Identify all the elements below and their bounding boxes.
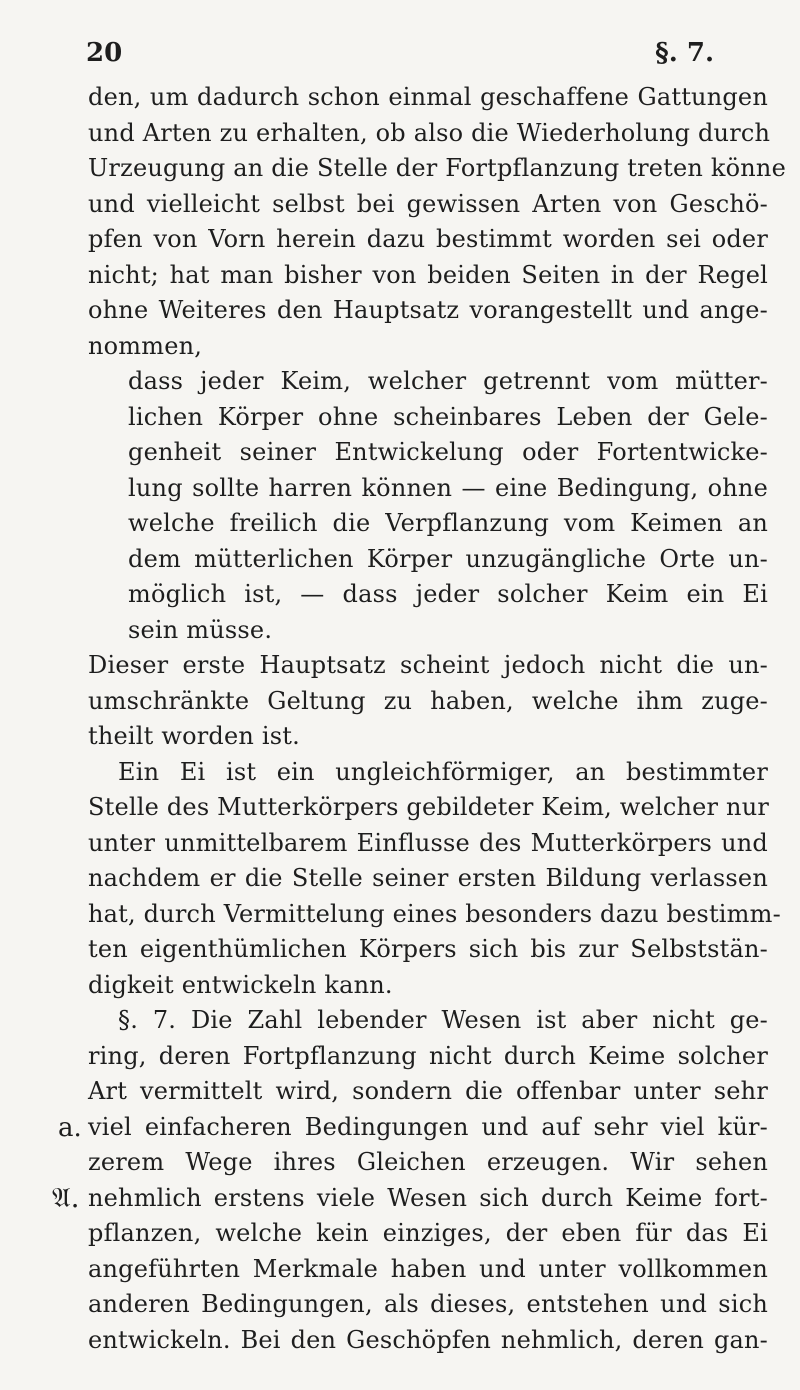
text-line: Ein Ei ist ein ungleichförmiger, an bestimmter (118, 757, 768, 786)
text-line: Stelle des Mutterkörpers gebildeter Keim, welcher nur (88, 793, 770, 821)
text-line: dass jeder Keim, welcher getrennt vom mütter- (128, 367, 768, 395)
text-line: ten eigenthümlichen Körpers sich bis zur Selbststän- (88, 935, 768, 963)
text-line: theilt worden ist. (88, 722, 300, 750)
text-line: pfen von Vorn herein dazu bestimmt worden sei oder (88, 225, 768, 253)
text-line: angeführten Merkmale haben und unter vollkommen (88, 1254, 768, 1283)
text-line: ohne Weiteres den Hauptsatz vorangestellt und ange- (88, 296, 768, 324)
text-line: nommen, (88, 331, 203, 360)
text-line: Dieser erste Hauptsatz scheint jedoch nicht die un- (88, 651, 768, 679)
body-text (88, 80, 786, 1358)
text-line: Urzeugung an die Stelle der Fortpflanzung treten könne (88, 154, 786, 182)
text-line: nachdem er die Stelle seiner ersten Bildung verlassen (88, 864, 768, 892)
section-number: §. 7. (655, 38, 714, 68)
text-line: entwickeln. Bei den Geschöpfen nehmlich, deren gan- (88, 1325, 768, 1354)
text-line: nehmlich erstens viele Wesen sich durch Keime fort- (88, 1183, 768, 1212)
text-line: und Arten zu erhalten, ob also die Wiederholung durch (88, 118, 771, 147)
text-line: hat, durch Vermittelung eines besonders dazu bestimm- (88, 899, 781, 928)
text-line: viel einfacheren Bedingungen und auf sehr viel kür- (88, 1112, 768, 1141)
text-line: dem mütterlichen Körper unzugängliche Orte un- (128, 544, 768, 573)
text-line: sein müsse. (128, 615, 273, 644)
text-line: §. 7. Die Zahl lebender Wesen ist aber nicht ge- (118, 1006, 768, 1034)
page-number: 20 (86, 38, 123, 68)
text-line: pflanzen, welche kein einziges, der eben für das Ei (88, 1219, 768, 1247)
text-line: genheit seiner Entwickelung oder Fortentwicke- (128, 438, 768, 466)
text-line: digkeit entwickeln kann. (88, 970, 393, 999)
text-line: umschränkte Geltung zu haben, welche ihm zuge- (88, 686, 768, 715)
text-line: Art vermittelt wird, sondern die offenbar unter sehr (88, 1077, 768, 1105)
text-line: zerem Wege ihres Gleichen erzeugen. Wir sehen (88, 1148, 768, 1176)
text-line: ring, deren Fortpflanzung nicht durch Keime solcher (88, 1041, 768, 1070)
text-line: den, um dadurch schon einmal geschaffene Gattungen (88, 83, 768, 111)
text-line: anderen Bedingungen, als dieses, entstehen und sich (88, 1290, 768, 1318)
margin-note-a: a. (58, 1113, 82, 1143)
text-line: lichen Körper ohne scheinbares Leben der Gele- (128, 402, 768, 431)
text-line: möglich ist, — dass jeder solcher Keim ein Ei (128, 580, 768, 608)
page-header (86, 38, 714, 72)
text-line: welche freilich die Verpflanzung vom Keimen an (128, 509, 768, 537)
text-line: und vielleicht selbst bei gewissen Arten von Geschö- (88, 189, 768, 218)
margin-note-b: 𝔄. (52, 1181, 80, 1214)
text-line: lung sollte harren können — eine Bedingung, ohne (128, 473, 768, 502)
text-line: nicht; hat man bisher von beiden Seiten in der Regel (88, 260, 768, 289)
text-line: unter unmittelbarem Einflusse des Mutterkörpers und (88, 828, 768, 857)
